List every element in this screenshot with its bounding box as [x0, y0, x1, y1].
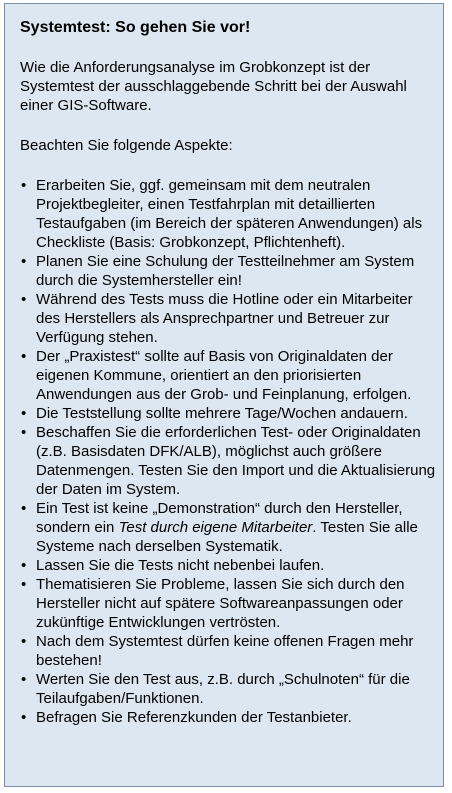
- bullet-icon: •: [21, 291, 27, 308]
- bullet-icon: •: [21, 500, 27, 517]
- list-item: [20, 499, 436, 556]
- intro-paragraph: Wie die Anforderungsanalyse im Grobkonzept ist der Systemtest der ausschlaggebende Schritt bei der Auswahl einer GIS-Software.: [20, 59, 407, 114]
- list-item: [20, 575, 436, 632]
- list-item: [20, 176, 436, 252]
- aspects-list: [20, 176, 436, 727]
- list-item-text: [36, 500, 418, 555]
- list-item-text: Beschaffen Sie die erforderlichen Test- oder Originaldaten (z.B. Basisdaten DFK/ALB), möglichst auch größere Datenmengen. Testen Sie den Import und die Aktualisierung der Daten im System.: [36, 424, 436, 498]
- list-item: [20, 290, 436, 347]
- aspects-heading: Beachten Sie folgende Aspekte:: [20, 137, 233, 154]
- list-item-text: Befragen Sie Referenzkunden der Testanbieter.: [36, 709, 352, 726]
- info-box-content: [20, 18, 436, 727]
- list-item: [20, 708, 436, 727]
- list-item-text: Nach dem Systemtest dürfen keine offenen Fragen mehr bestehen!: [36, 633, 414, 669]
- list-item-text: Der „Praxistest“ sollte auf Basis von Originaldaten der eigenen Kommune, orientiert an den priorisierten Anwendungen aus der Grob- und Feinplanung, erfolgen.: [36, 348, 412, 403]
- list-item: [20, 404, 436, 423]
- list-item-text: Während des Tests muss die Hotline oder ein Mitarbeiter des Herstellers als Ansprechpartner und Betreuer zur Verfügung stehen.: [36, 291, 413, 346]
- bullet-icon: •: [21, 671, 27, 688]
- bullet-icon: •: [21, 348, 27, 365]
- list-item: [20, 670, 436, 708]
- bullet-icon: •: [21, 405, 27, 422]
- list-item-text: Die Teststellung sollte mehrere Tage/Wochen andauern.: [36, 405, 408, 422]
- bullet-icon: •: [21, 633, 27, 650]
- list-item-emphasis: Test durch eigene Mitarbeiter: [118, 519, 313, 536]
- box-title: Systemtest: So gehen Sie vor!: [20, 19, 251, 36]
- list-item-text-part: Ein Test ist keine „Demonstration“ durch den Hersteller, sondern ein: [36, 500, 403, 536]
- list-item: [20, 347, 436, 404]
- list-item-text: Erarbeiten Sie, ggf. gemeinsam mit dem neutralen Projektbegleiter, einen Testfahrplan mit detaillierten Testaufgaben (im Bereich der späteren Anwendungen) als Checkliste (Basis: Grobkonzept, Pflichtenheft).: [36, 177, 423, 251]
- list-item-text: Lassen Sie die Tests nicht nebenbei laufen.: [36, 557, 325, 574]
- bullet-icon: •: [21, 557, 27, 574]
- info-box: [4, 3, 444, 787]
- bullet-icon: •: [21, 177, 27, 194]
- list-item-text: Werten Sie den Test aus, z.B. durch „Schulnoten“ für die Teilaufgaben/Funktionen.: [36, 671, 410, 707]
- list-item-text: Thematisieren Sie Probleme, lassen Sie sich durch den Hersteller nicht auf spätere Softwareanpassungen oder zukünftige Entwicklungen vertrösten.: [36, 576, 405, 631]
- bullet-icon: •: [21, 576, 27, 593]
- bullet-icon: •: [21, 253, 27, 270]
- list-item-text-part: . Testen Sie alle Systeme nach derselben Systematik.: [36, 519, 418, 555]
- list-item: [20, 632, 436, 670]
- list-item: [20, 252, 436, 290]
- bullet-icon: •: [21, 424, 27, 441]
- list-item-text: Planen Sie eine Schulung der Testteilnehmer am System durch die Systemhersteller ein!: [36, 253, 415, 289]
- list-item: [20, 556, 436, 575]
- bullet-icon: •: [21, 709, 27, 726]
- list-item: [20, 423, 436, 499]
